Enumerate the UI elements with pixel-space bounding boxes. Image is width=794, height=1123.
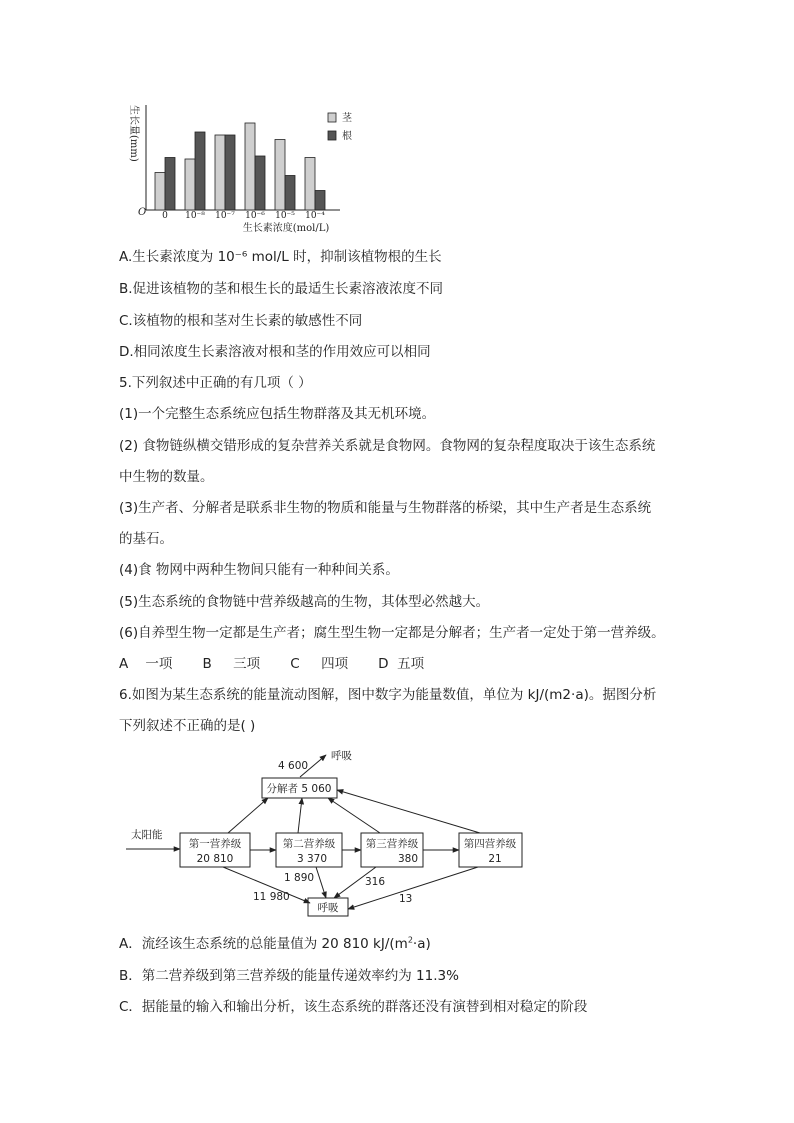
q5-statement-4: (4)食 物网中两种生物间只能有一种种间关系。 [119,562,399,578]
level4-value: 21 [488,853,502,865]
resp-value-l1: 11 980 [253,891,290,903]
bar-root-0 [165,158,175,211]
tick-label-4: 10⁻⁵ [275,211,295,221]
q5-statement-2b: 中生物的数量。 [119,469,214,485]
q5-options: A 一项 B 三项 C 四项 D 五项 [119,656,425,672]
resp-value-l4: 13 [399,893,413,905]
bar-stem-2 [215,135,225,210]
level1-name: 第一营养级 [188,838,242,850]
legend-swatch-root [328,131,336,140]
q6-option-a-tail: ·a) [412,936,431,952]
legend-label-root: 根 [342,131,352,142]
resp-value-l3: 316 [365,876,386,888]
decomposer-label: 分解者 5 060 [266,783,332,795]
tick-label-0: 0 [162,211,168,221]
resp-bottom-label: 呼吸 [317,902,339,914]
bar-root-5 [315,191,325,211]
growth-bar-chart [118,100,378,240]
bar-stem-1 [185,159,195,210]
top-resp-value: 4 600 [278,760,309,772]
q5-statement-5: (5)生态系统的食物链中营养级越高的生物，其体型必然越大。 [119,594,490,610]
q4-option-d: D.相同浓度生长素溶液对根和茎的作用效应可以相同 [119,344,431,360]
q6-stem-line1: 6.如图为某生态系统的能量流动图解，图中数字为能量数值，单位为 kJ/(m2·a)。据图分析 [119,687,657,703]
q5-statement-3a: (3)生产者、分解者是联系非生物的物质和能量与生物群落的桥梁，其中生产者是生态系统 [119,500,652,516]
q5-statement-1: (1)一个完整生态系统应包括生物群落及其无机环境。 [119,406,436,422]
energy-flow-diagram [118,745,538,920]
tick-label-2: 10⁻⁷ [215,211,235,221]
arrow-l1-to-decomposer [228,798,268,833]
legend-label-stem: 茎 [342,113,352,124]
q4-option-c: C.该植物的根和茎对生长素的敏感性不同 [119,313,363,329]
q4-option-b: B.促进该植物的茎和根生长的最适生长素溶液浓度不同 [119,281,444,297]
level2-name: 第二营养级 [282,838,336,850]
q5-statement-3b: 的基石。 [119,531,173,547]
bar-root-3 [255,156,265,210]
q5-statement-2a: (2) 食物链纵横交错形成的复杂营养关系就是食物网。食物网的复杂程度取决于该生态系统 [119,438,656,454]
tick-label-5: 10⁻⁴ [305,211,325,221]
bar-stem-4 [275,140,285,211]
bar-root-4 [285,176,295,211]
chart-origin-label: O [138,207,147,218]
arrow-l2-to-resp [316,867,326,898]
resp-value-l2: 1 890 [284,872,315,884]
q5-stem: 5.下列叙述中正确的有几项（ ） [119,375,312,391]
chart-x-label: 生长素浓度(mol/L) [242,223,330,234]
bar-root-1 [195,132,205,210]
level2-value: 3 370 [296,853,328,865]
top-resp-label: 呼吸 [331,750,352,762]
legend-swatch-stem [328,113,336,122]
bar-stem-0 [155,173,165,211]
q6-option-a-text: A．流经该生态系统的总能量值为 20 810 kJ/(m [119,936,408,952]
chart-y-label: 生长量(mm) [128,105,139,162]
bar-root-2 [225,135,235,210]
bar-stem-5 [305,158,315,211]
q6-option-c: C．据能量的输入和输出分析，该生态系统的群落还没有演替到相对稳定的阶段 [119,999,588,1015]
sun-label: 太阳能 [131,829,163,841]
tick-label-3: 10⁻⁶ [245,211,265,221]
q4-option-a: A.生长素浓度为 10⁻⁶ mol/L 时，抑制该植物根的生长 [119,249,442,265]
level3-name: 第三营养级 [365,838,419,850]
arrow-l2-to-decomposer [298,798,302,833]
level3-value: 380 [397,853,419,865]
arrow-l4-to-decomposer [337,790,480,833]
q5-statement-6: (6)自养型生物一定都是生产者；腐生型生物一定都是分解者；生产者一定处于第一营养级。 [119,625,665,641]
bar-stem-3 [245,123,255,210]
q6-option-b: B．第二营养级到第三营养级的能量传递效率约为 11.3% [119,968,459,984]
level1-value: 20 810 [196,853,234,865]
level4-name: 第四营养级 [463,838,517,850]
tick-label-1: 10⁻⁸ [185,211,205,221]
arrow-l3-to-decomposer [328,798,380,833]
q6-stem-line2: 下列叙述不正确的是( ) [119,718,256,734]
q6-option-a [119,934,431,954]
q6-option-a-sup: 2 [407,935,413,945]
